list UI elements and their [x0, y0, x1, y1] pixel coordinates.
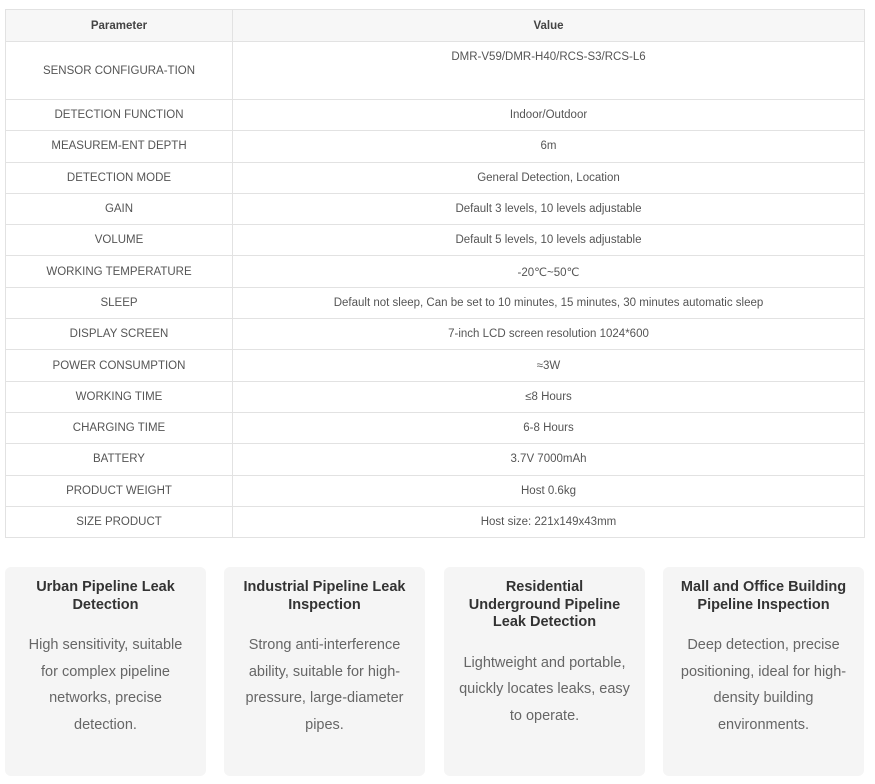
- table-row: [6, 131, 865, 162]
- application-card-residential: [444, 567, 645, 776]
- card-description: Strong anti-interference ability, suitable for high-pressure, large-diameter pipes.: [245, 637, 404, 733]
- table-row: [6, 162, 865, 193]
- card-title: Residential Underground Pipeline Leak Detection: [468, 579, 621, 630]
- specifications-table: [5, 9, 865, 538]
- table-row: [6, 506, 865, 537]
- param-cell: BATTERY: [6, 444, 233, 475]
- application-card-mall-office: [663, 567, 864, 776]
- table-header-row: [6, 10, 865, 42]
- application-cards: [5, 567, 865, 776]
- param-cell: SENSOR CONFIGURA-TION: [6, 42, 233, 100]
- param-cell: WORKING TIME: [6, 381, 233, 412]
- table-row: [6, 319, 865, 350]
- value-cell: 3.7V 7000mAh: [233, 444, 865, 475]
- value-cell: General Detection, Location: [233, 162, 865, 193]
- table-row: [6, 350, 865, 381]
- param-cell: DISPLAY SCREEN: [6, 319, 233, 350]
- value-cell: Default 3 levels, 10 levels adjustable: [233, 193, 865, 224]
- value-cell: Host 0.6kg: [233, 475, 865, 506]
- value-cell: ≤8 Hours: [233, 381, 865, 412]
- value-cell: DMR-V59/DMR-H40/RCS-S3/RCS-L6: [233, 42, 865, 100]
- param-cell: POWER CONSUMPTION: [6, 350, 233, 381]
- param-cell: CHARGING TIME: [6, 412, 233, 443]
- card-title: Urban Pipeline Leak Detection: [36, 579, 175, 613]
- value-cell: Default not sleep, Can be set to 10 minutes, 15 minutes, 30 minutes automatic sleep: [233, 287, 865, 318]
- card-description: Deep detection, precise positioning, ideal for high-density building environments.: [680, 637, 847, 733]
- table-row: [6, 225, 865, 256]
- param-cell: DETECTION FUNCTION: [6, 100, 233, 131]
- value-cell: Host size: 221x149x43mm: [233, 506, 865, 537]
- value-cell: ≈3W: [233, 350, 865, 381]
- card-description: High sensitivity, suitable for complex pipeline networks, precise detection.: [28, 637, 183, 733]
- param-cell: PRODUCT WEIGHT: [6, 475, 233, 506]
- value-cell: 7-inch LCD screen resolution 1024*600: [233, 319, 865, 350]
- table-row: [6, 287, 865, 318]
- table-row: [6, 444, 865, 475]
- value-cell: Indoor/Outdoor: [233, 100, 865, 131]
- table-row: [6, 42, 865, 100]
- param-cell: MEASUREM-ENT DEPTH: [6, 131, 233, 162]
- table-row: [6, 256, 865, 287]
- table-row: [6, 381, 865, 412]
- application-card-urban: [5, 567, 206, 776]
- param-cell: VOLUME: [6, 225, 233, 256]
- param-cell: DETECTION MODE: [6, 162, 233, 193]
- table-row: [6, 412, 865, 443]
- table-row: [6, 100, 865, 131]
- value-cell: -20℃~50℃: [233, 256, 865, 287]
- param-cell: SIZE PRODUCT: [6, 506, 233, 537]
- card-description: Lightweight and portable, quickly locates leaks, easy to operate.: [459, 654, 630, 724]
- param-cell: WORKING TEMPERATURE: [6, 256, 233, 287]
- card-title: Industrial Pipeline Leak Inspection: [243, 579, 406, 613]
- value-cell: 6-8 Hours: [233, 412, 865, 443]
- card-title: Mall and Office Building Pipeline Inspection: [680, 579, 847, 613]
- param-cell: SLEEP: [6, 287, 233, 318]
- application-card-industrial: [224, 567, 425, 776]
- value-header: Value: [233, 10, 865, 42]
- table-row: [6, 475, 865, 506]
- table-row: [6, 193, 865, 224]
- parameter-header: Parameter: [6, 10, 233, 42]
- param-cell: GAIN: [6, 193, 233, 224]
- value-cell: 6m: [233, 131, 865, 162]
- value-cell: Default 5 levels, 10 levels adjustable: [233, 225, 865, 256]
